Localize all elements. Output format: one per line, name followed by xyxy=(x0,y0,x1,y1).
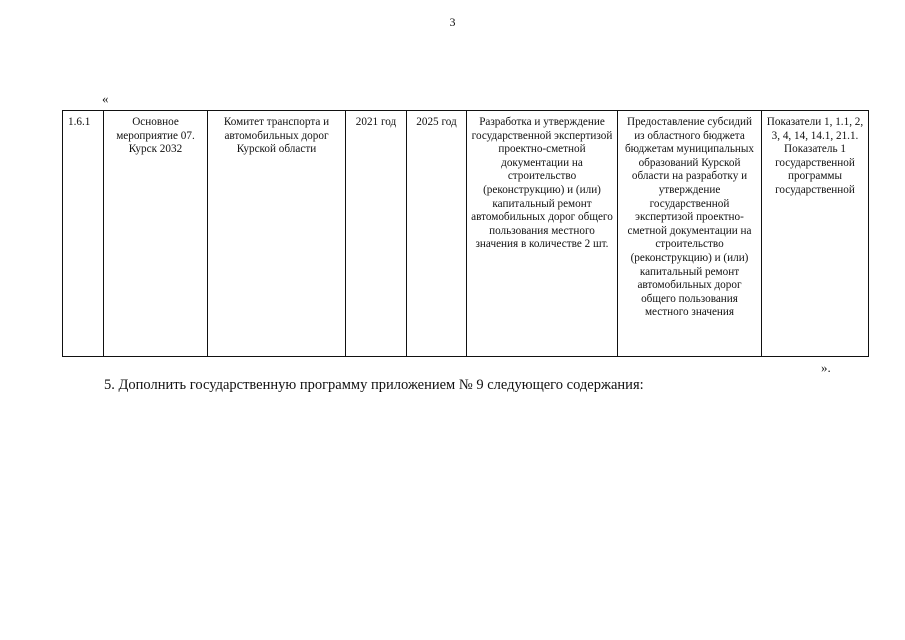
cell-end-year: 2025 год xyxy=(407,111,467,357)
cell-expected-result: Разработка и утверждение государственной экспертизой проектно-сметной документации на строительство (реконструкцию) и (или) капитальный ремонт автомобильных дорог общего пользования местного значения в количестве 2 шт. xyxy=(467,111,618,357)
cell-executor: Комитет транспорта и автомобильных дорог Курской области xyxy=(208,111,346,357)
paragraph-5: 5. Дополнить государственную программу приложением № 9 следующего содержания: xyxy=(104,377,644,393)
cell-indicators: Показатели 1, 1.1, 2, 3, 4, 14, 14.1, 21.1. Показатель 1 государственной программы государственной xyxy=(762,111,869,357)
opening-quote-mark: « xyxy=(102,91,109,106)
closing-quote-mark: ». xyxy=(821,360,831,375)
cell-main-directions: Предоставление субсидий из областного бюджета бюджетам муниципальных образований Курской области на разработку и утверждение государственной экспертизой проектно-сметной документации на строительство (реконструкцию) и (или) капитальный ремонт автомобильных дорог общего пользования местного значения xyxy=(618,111,762,357)
page-number: 3 xyxy=(449,15,456,29)
table-row xyxy=(63,111,869,357)
measures-table xyxy=(62,110,869,357)
cell-start-year: 2021 год xyxy=(346,111,407,357)
cell-number: 1.6.1 xyxy=(63,111,104,357)
cell-event: Основное мероприятие 07. Курск 2032 xyxy=(104,111,208,357)
